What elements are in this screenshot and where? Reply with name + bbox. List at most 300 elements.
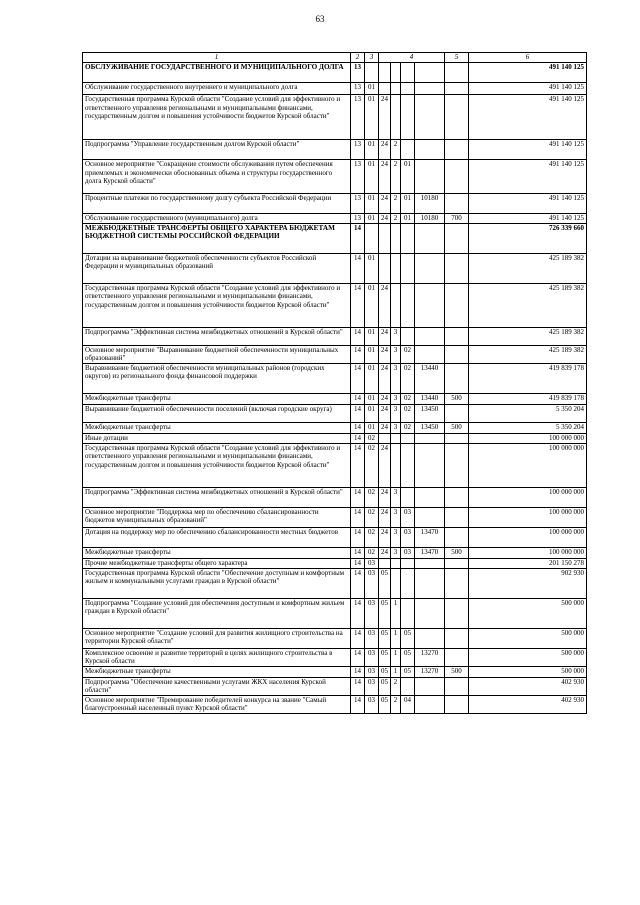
row-name-cell: Межбюджетные трансферты [83,422,351,433]
row-code-cell [415,283,445,327]
row-code-cell: 2 [391,695,401,713]
row-name-cell: Государственная программа Курской области "Создание условий для эффективного и ответственного управления региональными и муниципальными финансами, государственным долгом и повышения устойчивости бюджетов Курской области" [83,283,351,327]
row-code-cell [415,63,445,83]
row-code-cell: 01 [365,95,379,140]
row-code-cell: 01 [365,214,379,224]
table-row [83,160,587,194]
row-amount-cell: 100 000 000 [469,433,587,443]
row-code-cell: 500 [445,547,469,558]
row-code-cell: 13 [351,214,365,224]
row-amount-cell: 5 350 204 [469,422,587,433]
table-row [83,83,587,95]
row-code-cell [401,677,415,695]
row-code-cell [445,598,469,628]
row-code-cell: 14 [351,253,365,283]
row-code-cell [401,568,415,598]
row-code-cell: 01 [365,327,379,345]
row-code-cell: 13270 [415,648,445,666]
row-code-cell [415,443,445,487]
row-code-cell [445,487,469,507]
col-header-4: 4 [379,53,445,63]
row-amount-cell: 425 189 382 [469,345,587,363]
row-amount-cell: 100 000 000 [469,507,587,527]
row-code-cell: 2 [391,194,401,214]
row-code-cell: 14 [351,598,365,628]
row-code-cell [379,223,391,253]
row-amount-cell: 425 189 382 [469,283,587,327]
row-code-cell: 03 [365,648,379,666]
row-code-cell: 13440 [415,393,445,404]
row-code-cell: 02 [401,345,415,363]
table-row [83,223,587,253]
row-name-cell: Подпрограмма "Эффективная система межбюджетных отношений в Курской области" [83,487,351,507]
row-code-cell [445,404,469,422]
row-code-cell: 01 [365,393,379,404]
row-code-cell [445,648,469,666]
row-name-cell: Выравнивание бюджетной обеспеченности муниципальных районов (городских округов) из регионального фонда финансовой поддержки [83,363,351,393]
row-code-cell: 14 [351,666,365,677]
col-header-2: 2 [351,53,365,63]
row-amount-cell: 402 930 [469,677,587,695]
row-code-cell [415,327,445,345]
row-code-cell: 3 [391,393,401,404]
row-code-cell [445,433,469,443]
row-amount-cell: 425 189 382 [469,253,587,283]
row-code-cell [445,140,469,160]
row-code-cell [415,95,445,140]
table-row [83,507,587,527]
row-code-cell: 14 [351,527,365,547]
row-code-cell: 14 [351,433,365,443]
row-code-cell: 24 [379,283,391,327]
row-code-cell [391,63,401,83]
row-code-cell: 10180 [415,194,445,214]
row-amount-cell: 100 000 000 [469,487,587,507]
row-code-cell [401,487,415,507]
row-amount-cell: 491 140 125 [469,63,587,83]
row-code-cell [415,677,445,695]
table-row [83,327,587,345]
row-code-cell: 1 [391,666,401,677]
row-code-cell [401,598,415,628]
row-code-cell [401,443,415,487]
row-amount-cell: 491 140 125 [469,83,587,95]
row-code-cell: 01 [365,253,379,283]
row-code-cell: 2 [391,214,401,224]
row-code-cell: 14 [351,695,365,713]
row-code-cell: 14 [351,443,365,487]
row-amount-cell: 419 839 178 [469,363,587,393]
row-code-cell: 01 [365,363,379,393]
row-name-cell: Государственная программа Курской области "Создание условий для эффективного и ответственного управления региональными и муниципальными финансами, государственным долгом и повышения устойчивости бюджетов Курской области" [83,95,351,140]
row-amount-cell: 500 000 [469,628,587,648]
row-code-cell: 05 [401,666,415,677]
row-code-cell [445,527,469,547]
row-code-cell: 24 [379,487,391,507]
row-code-cell: 500 [445,393,469,404]
row-code-cell [415,253,445,283]
row-code-cell [445,63,469,83]
row-code-cell: 13450 [415,404,445,422]
row-code-cell [415,345,445,363]
row-name-cell: Государственная программа Курской области "Создание условий для эффективного и ответственного управления региональными и муниципальными финансами, государственным долгом и повышения устойчивости бюджетов Курской области" [83,443,351,487]
row-code-cell [401,558,415,568]
row-code-cell: 02 [401,404,415,422]
row-code-cell [445,253,469,283]
row-code-cell: 14 [351,345,365,363]
table-row [83,422,587,433]
row-code-cell: 13 [351,140,365,160]
row-code-cell [445,507,469,527]
row-code-cell [391,443,401,487]
row-code-cell [445,628,469,648]
table-row [83,393,587,404]
table-row [83,547,587,558]
row-name-cell: Комплексное освоение и развитие территорий в целях жилищного строительства в Курской области [83,648,351,666]
row-code-cell: 24 [379,404,391,422]
row-code-cell: 3 [391,527,401,547]
row-name-cell: Дотации на выравнивание бюджетной обеспеченности субъектов Российской Федерации и муниципальных образований [83,253,351,283]
row-code-cell: 3 [391,547,401,558]
row-code-cell [415,160,445,194]
row-code-cell: 13 [351,194,365,214]
row-code-cell: 24 [379,160,391,194]
row-code-cell: 700 [445,214,469,224]
row-code-cell: 24 [379,547,391,558]
col-header-1: 1 [83,53,351,63]
row-code-cell: 03 [365,568,379,598]
row-code-cell: 03 [365,558,379,568]
table-row [83,695,587,713]
row-code-cell: 14 [351,558,365,568]
row-code-cell: 13270 [415,666,445,677]
row-code-cell: 01 [401,160,415,194]
row-code-cell: 05 [379,568,391,598]
row-name-cell: Обслуживание государственного (муниципального) долга [83,214,351,224]
row-code-cell: 02 [401,363,415,393]
row-code-cell: 3 [391,422,401,433]
row-code-cell [391,283,401,327]
row-code-cell: 24 [379,95,391,140]
row-code-cell: 03 [365,677,379,695]
row-amount-cell: 201 150 278 [469,558,587,568]
row-code-cell: 13 [351,95,365,140]
table-row [83,214,587,224]
row-code-cell: 3 [391,345,401,363]
row-code-cell: 14 [351,223,365,253]
row-code-cell: 24 [379,327,391,345]
row-code-cell [445,363,469,393]
row-code-cell: 01 [365,160,379,194]
row-code-cell [401,283,415,327]
table-body [83,63,587,714]
row-name-cell: Дотация на поддержку мер по обеспечению сбалансированности местных бюджетов [83,527,351,547]
row-code-cell [445,83,469,95]
table-row [83,666,587,677]
row-code-cell: 2 [391,160,401,194]
row-amount-cell: 500 000 [469,666,587,677]
row-code-cell: 10180 [415,214,445,224]
table-row [83,253,587,283]
page-number: 63 [315,14,325,24]
table-row [83,95,587,140]
row-code-cell [365,63,379,83]
row-code-cell [391,253,401,283]
row-code-cell [445,283,469,327]
table-row [83,194,587,214]
row-code-cell: 02 [365,547,379,558]
row-name-cell: МЕЖБЮДЖЕТНЫЕ ТРАНСФЕРТЫ ОБЩЕГО ХАРАКТЕРА БЮДЖЕТАМ БЮДЖЕТНОЙ СИСТЕМЫ РОССИЙСКОЙ ФЕДЕРАЦИИ [83,223,351,253]
row-code-cell: 01 [365,422,379,433]
row-code-cell: 24 [379,443,391,487]
row-code-cell: 13470 [415,547,445,558]
row-code-cell: 3 [391,404,401,422]
row-code-cell [391,95,401,140]
row-code-cell: 14 [351,422,365,433]
row-code-cell [445,223,469,253]
row-code-cell: 3 [391,327,401,345]
row-name-cell: Основное мероприятие "Сокращение стоимости обслуживания путем обеспечения приемлемых и экономически обоснованных объема и структуры государственного долга Курской области" [83,160,351,194]
row-code-cell: 24 [379,363,391,393]
row-code-cell [415,507,445,527]
row-code-cell: 05 [379,666,391,677]
row-amount-cell: 491 140 125 [469,194,587,214]
row-code-cell [445,568,469,598]
row-code-cell [415,223,445,253]
row-code-cell: 01 [365,283,379,327]
row-name-cell: Процентные платежи по государственному долгу субъекта Российской Федерации [83,194,351,214]
row-code-cell [445,345,469,363]
row-code-cell: 13440 [415,363,445,393]
table-row [83,63,587,83]
row-code-cell [415,695,445,713]
table-row [83,628,587,648]
row-code-cell [391,223,401,253]
row-amount-cell: 419 839 178 [469,393,587,404]
row-code-cell: 14 [351,404,365,422]
row-code-cell [445,194,469,214]
row-code-cell: 05 [379,677,391,695]
row-code-cell: 05 [379,598,391,628]
row-code-cell [415,140,445,160]
row-name-cell: Подпрограмма "Управление государственным долгом Курской области" [83,140,351,160]
row-code-cell: 13450 [415,422,445,433]
row-code-cell [415,628,445,648]
row-code-cell: 01 [365,194,379,214]
row-code-cell: 05 [379,648,391,666]
row-code-cell: 01 [401,194,415,214]
row-code-cell: 500 [445,422,469,433]
row-code-cell: 14 [351,547,365,558]
row-name-cell: ОБСЛУЖИВАНИЕ ГОСУДАРСТВЕННОГО И МУНИЦИПАЛЬНОГО ДОЛГА [83,63,351,83]
row-code-cell: 1 [391,628,401,648]
row-code-cell [445,443,469,487]
row-code-cell: 03 [401,527,415,547]
row-code-cell: 02 [365,527,379,547]
row-name-cell: Межбюджетные трансферты [83,666,351,677]
row-code-cell [445,95,469,140]
row-amount-cell: 726 339 660 [469,223,587,253]
row-code-cell: 14 [351,327,365,345]
row-code-cell: 02 [365,487,379,507]
row-code-cell: 13 [351,160,365,194]
row-code-cell: 24 [379,194,391,214]
row-code-cell: 14 [351,648,365,666]
row-code-cell [401,223,415,253]
row-code-cell [391,558,401,568]
row-code-cell: 3 [391,487,401,507]
table-row [83,443,587,487]
col-header-5: 5 [445,53,469,63]
row-code-cell: 24 [379,345,391,363]
header-row [83,53,587,63]
row-code-cell [401,83,415,95]
row-code-cell [401,140,415,160]
row-code-cell: 01 [365,83,379,95]
row-code-cell: 02 [401,393,415,404]
row-code-cell [401,253,415,283]
row-name-cell: Основное мероприятие "Поддержка мер по обеспечению сбалансированности бюджетов муниципальных образований" [83,507,351,527]
row-code-cell: 02 [401,422,415,433]
row-code-cell: 13 [351,63,365,83]
row-code-cell [415,598,445,628]
row-name-cell: Подпрограмма "Эффективная система межбюджетных отношений в Курской области" [83,327,351,345]
row-code-cell: 03 [401,507,415,527]
row-code-cell: 01 [365,404,379,422]
table-row [83,345,587,363]
row-name-cell: Основное мероприятие "Создание условий для развития жилищного строительства на территории Курской области" [83,628,351,648]
row-code-cell [391,568,401,598]
row-code-cell [401,327,415,345]
row-code-cell: 03 [401,547,415,558]
row-code-cell: 13 [351,83,365,95]
row-code-cell: 14 [351,568,365,598]
row-code-cell [391,83,401,95]
row-code-cell: 02 [365,507,379,527]
row-code-cell: 01 [365,140,379,160]
row-code-cell [445,327,469,345]
row-code-cell [379,433,391,443]
table-row [83,363,587,393]
row-code-cell: 02 [365,443,379,487]
row-amount-cell: 491 140 125 [469,140,587,160]
row-name-cell: Прочие межбюджетные трансферты общего характера [83,558,351,568]
row-code-cell [445,677,469,695]
row-code-cell: 24 [379,214,391,224]
row-code-cell [415,487,445,507]
row-name-cell: Подпрограмма "Обеспечение качественными услугами ЖКХ населения Курской области" [83,677,351,695]
row-code-cell: 24 [379,393,391,404]
row-code-cell [445,160,469,194]
row-code-cell [401,95,415,140]
row-code-cell: 14 [351,363,365,393]
row-code-cell: 05 [379,628,391,648]
table-row [83,568,587,598]
table-row [83,598,587,628]
table-row [83,140,587,160]
row-amount-cell: 500 000 [469,648,587,666]
row-code-cell: 01 [365,345,379,363]
budget-table [82,52,587,714]
table-row [83,677,587,695]
row-code-cell: 3 [391,507,401,527]
row-amount-cell: 491 140 125 [469,95,587,140]
row-code-cell [379,83,391,95]
row-code-cell: 2 [391,140,401,160]
row-code-cell: 01 [401,214,415,224]
row-code-cell: 500 [445,666,469,677]
row-code-cell: 24 [379,422,391,433]
row-code-cell: 05 [401,628,415,648]
row-code-cell: 3 [391,363,401,393]
row-amount-cell: 5 350 204 [469,404,587,422]
row-code-cell [379,558,391,568]
table-row [83,487,587,507]
row-code-cell: 03 [365,598,379,628]
row-code-cell: 24 [379,140,391,160]
row-code-cell: 03 [365,666,379,677]
row-amount-cell: 425 189 382 [469,327,587,345]
row-code-cell [365,223,379,253]
row-amount-cell: 402 930 [469,695,587,713]
row-code-cell [445,558,469,568]
row-code-cell [379,253,391,283]
row-name-cell: Выравнивание бюджетной обеспеченности поселений (включая городские округа) [83,404,351,422]
row-name-cell: Межбюджетные трансферты [83,547,351,558]
col-header-3: 3 [365,53,379,63]
table-row [83,558,587,568]
row-code-cell: 14 [351,628,365,648]
row-name-cell: Подпрограмма "Создание условий для обеспечения доступным и комфортным жильем граждан в Курской области" [83,598,351,628]
row-code-cell [415,568,445,598]
row-code-cell [415,558,445,568]
row-code-cell: 05 [401,648,415,666]
row-code-cell: 24 [379,527,391,547]
row-code-cell: 14 [351,507,365,527]
row-code-cell: 14 [351,283,365,327]
row-code-cell [379,63,391,83]
row-name-cell: Иные дотации [83,433,351,443]
row-code-cell [445,695,469,713]
row-name-cell: Основное мероприятие "Премирование победителей конкурса на звание "Самый благоустроенный населенный пункт Курской области" [83,695,351,713]
row-amount-cell: 100 000 000 [469,547,587,558]
row-code-cell: 1 [391,598,401,628]
row-amount-cell: 500 000 [469,598,587,628]
row-code-cell: 14 [351,677,365,695]
row-code-cell: 14 [351,487,365,507]
row-code-cell: 02 [365,433,379,443]
row-code-cell: 04 [401,695,415,713]
row-code-cell [415,433,445,443]
row-code-cell: 03 [365,695,379,713]
table-row [83,527,587,547]
row-code-cell: 05 [379,695,391,713]
row-amount-cell: 491 140 125 [469,160,587,194]
row-code-cell: 24 [379,507,391,527]
row-amount-cell: 491 140 125 [469,214,587,224]
table-row [83,648,587,666]
table-row [83,404,587,422]
row-name-cell: Государственная программа Курской области "Обеспечение доступным и комфортным жильем и коммунальными услугами граждан в Курской области" [83,568,351,598]
row-code-cell: 13470 [415,527,445,547]
row-amount-cell: 902 930 [469,568,587,598]
row-name-cell: Основное мероприятие "Выравнивание бюджетной обеспеченности муниципальных образований" [83,345,351,363]
row-code-cell [391,433,401,443]
table-row [83,283,587,327]
row-amount-cell: 100 000 000 [469,443,587,487]
row-code-cell [401,63,415,83]
row-code-cell [415,83,445,95]
